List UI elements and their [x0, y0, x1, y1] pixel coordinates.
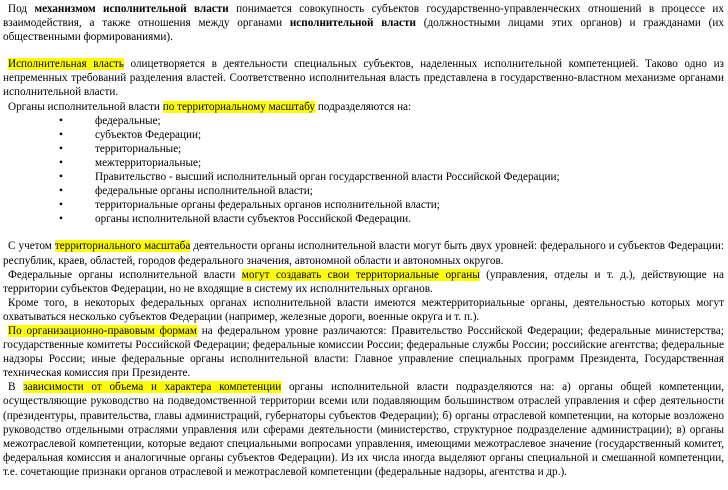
text: деятельности органы исполнительной власти могут быть двух уровней: федерального и субъектов Федерации: республик, краев, областей, городов федерального значения, автономной области и автономных округов. [3, 240, 724, 267]
highlighted-term: могут создавать свои территориальные органы [241, 268, 480, 281]
list-item: • субъектов Федерации; [3, 128, 724, 142]
text: Под [8, 3, 35, 15]
paragraph-two-levels [3, 239, 724, 267]
text: (должностными лицами этих органов) и гражданами (их общественными формированиями). [3, 17, 724, 44]
bold-term: механизмом исполнительной власти [34, 3, 229, 15]
text: (управления, отделы и т. д.), действующие на территории субъектов Федерации, но не входящие в систему их исполнительных органов. [3, 268, 724, 295]
text: олицетворяется в деятельности специальных субъектов, наделенных исполнительной компетенцией. Таково одно из непременных требований разделения властей. Соответственно исполнительная власть представлена в государственно-властном механизме органами исполнительной власти. [3, 58, 724, 99]
text: понимается совокупность субъектов государственно-управленческих отношений в процессе их взаимодействия, а также отношения между органами [3, 3, 725, 30]
highlighted-term: территориального масштаба [54, 240, 191, 253]
text: Федеральные органы исполнительной власти [8, 268, 242, 281]
highlighted-term: Исполнительная власть [8, 58, 124, 71]
text: подразделяются на: [315, 100, 412, 113]
text: В [8, 381, 24, 394]
paragraph-interterritorial [3, 296, 724, 324]
paragraph-territorial-scale [3, 100, 724, 114]
text: Кроме того, в некоторых федеральных органах исполнительной власти имеются межтерриториальные органы, деятельностью которых могут охватываться несколько субъектов Федерации (например, железные дороги, военные округа и т. п.). [3, 296, 724, 323]
paragraph-competence [3, 380, 724, 479]
list-item: • федеральные органы исполнительной власти; [3, 184, 724, 198]
bullet-list [3, 114, 724, 227]
highlighted-term: зависимости от объема и характера компетенции [23, 381, 282, 394]
spacer [3, 226, 724, 239]
list-item: • территориальные органы федеральных органов исполнительной власти; [3, 198, 724, 212]
list-item: • федеральные; [3, 114, 724, 128]
list-item: • Правительство - высший исполнительный орган государственной власти Российской Федерации; [3, 170, 724, 184]
spacer [3, 44, 724, 57]
bold-term: исполнительной власти [289, 17, 416, 30]
list-item: • межтерриториальные; [3, 156, 724, 170]
paragraph-legal-forms [3, 324, 724, 380]
paragraph-mechanism-definition [3, 2, 724, 44]
text: Органы исполнительной власти [8, 100, 163, 113]
highlighted-term: По организационно-правовым формам [8, 324, 197, 337]
paragraph-executive-power [3, 57, 724, 99]
highlighted-term: по территориальному масштабу [162, 100, 316, 113]
text: органы исполнительной власти подразделяются на: а) органы общей компетенции, осуществляющие руководство на подведомственной территории всеми или подавляющим большинством отраслей управления и сфер деятельности (президентуры, правительства, главы администраций, губернаторы субъектов Федерации); б) органы отраслевой компетенции, на которые возложено руководство отдельными отраслями управления или сферами деятельности (министерство, структурное подразделение администрации); в) органы межотраслевой компетенции, которые ведают специальными вопросами управления, имеющими межотраслевое значение (государственный комитет, федеральная комиссия и аналогичные органы субъектов Федерации). Из их числа иногда выделяют органы специальной и смешанной компетенции, т.е. сочетающие признаки органов отраслевой и межотраслевой компетенции (федеральные надзоры, агентства и др.). [3, 381, 724, 478]
text: С учетом [8, 240, 55, 253]
text: на федеральном уровне различаются: Правительство Российской Федерации; федеральные министерства; государственные комитеты Российской Федерации; федеральные комиссии России; федеральные службы России; российские агентства; федеральные надзоры России; иные федеральные органы исполнительной власти: Главное управление специальных программ Президента, Государственная техническая комиссия при Президенте. [3, 324, 724, 380]
list-item: • территориальные; [3, 142, 724, 156]
paragraph-territorial-bodies [3, 268, 724, 296]
list-item: • органы исполнительной власти субъектов Российской Федерации. [3, 212, 724, 226]
